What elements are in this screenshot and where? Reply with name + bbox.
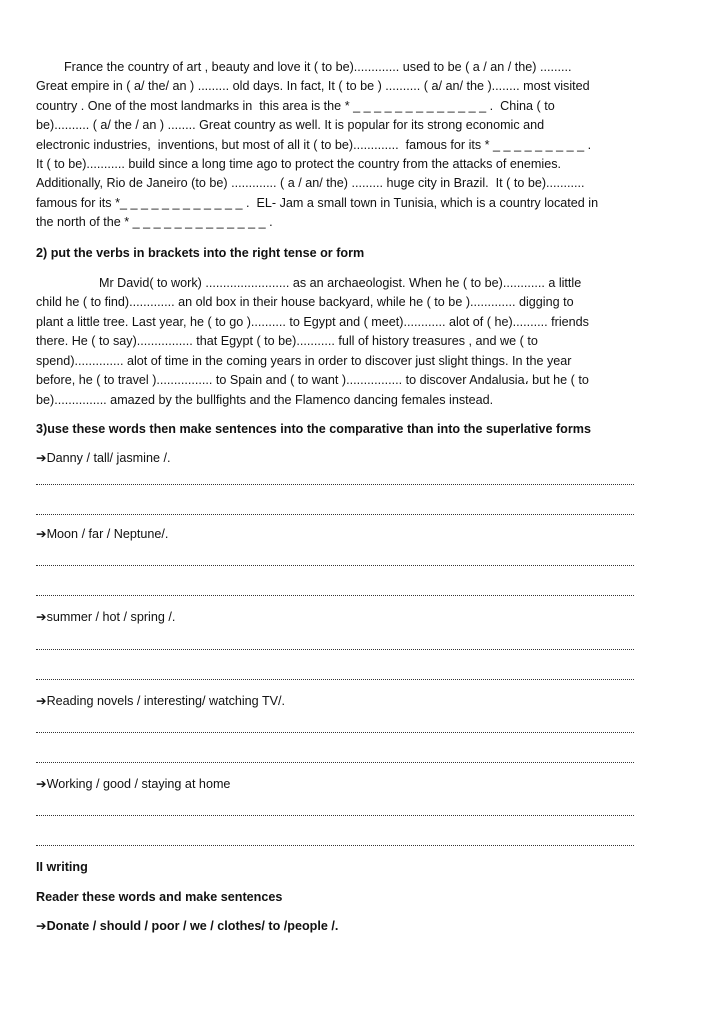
passage-line: Additionally, Rio de Janeiro (to be) ............. ( a / an/ the) ......... huge city in Brazil. It ( to be)........... xyxy=(36,176,585,191)
answer-line[interactable] xyxy=(36,831,634,846)
passage-line: the north of the * _ _ _ _ _ _ _ _ _ _ _ _ _ . xyxy=(36,215,273,230)
arrow-right-icon: ➔ xyxy=(36,693,47,708)
writing-heading: II writing xyxy=(36,860,88,875)
passage-line: famous for its *_ _ _ _ _ _ _ _ _ _ _ _ . EL- Jam a small town in Tunisia, which is a country located in xyxy=(36,195,599,210)
prompt-item xyxy=(36,449,636,468)
passage-line: be).......... ( a/ the / an ) ........ Great country as well. It is popular for its strong economic and xyxy=(36,118,545,133)
passage-line: France the country of art , beauty and love it ( to be)............. used to be ( a / an / the) ......... xyxy=(36,60,572,74)
passage-articles xyxy=(36,58,636,233)
passage-line: be)............... amazed by the bullfights and the Flamenco dancing females instead. xyxy=(36,392,494,407)
prompt-text: Moon / far / Neptune/. xyxy=(46,526,169,541)
prompt-item xyxy=(36,775,636,794)
answer-line[interactable] xyxy=(36,665,634,680)
passage-line: plant a little tree. Last year, he ( to go ).......... to Egypt and ( meet)............ alot of ( he).......... friends xyxy=(36,314,589,329)
prompt-text: summer / hot / spring /. xyxy=(46,610,176,625)
passage-line: electronic industries, inventions, but most of all it ( to be)............. famous for its * _ _ _ _ _ _ _ _ _ . xyxy=(36,137,592,152)
arrow-right-icon: ➔ xyxy=(36,451,47,466)
section-2-heading: 2) put the verbs in brackets into the right tense or form xyxy=(36,245,365,260)
prompt-text: Working / good / staying at home xyxy=(46,776,231,791)
passage-line: Mr David( to work) ........................ as an archaeologist. When he ( to be)............ a little xyxy=(36,276,582,291)
section-3-heading: 3)use these words then make sentences into the comparative than into the superlative forms xyxy=(36,421,591,436)
passage-line: before, he ( to travel )................ to Spain and ( to want )................ to discover Andalusia، but he ( to xyxy=(36,373,589,388)
prompt-text: Danny / tall/ jasmine /. xyxy=(46,451,171,466)
answer-line[interactable] xyxy=(36,470,634,485)
writing-prompt xyxy=(36,917,636,936)
passage-verbs xyxy=(36,274,636,410)
arrow-right-icon: ➔ xyxy=(36,776,47,791)
arrow-right-icon: ➔ xyxy=(36,526,47,541)
answer-line[interactable] xyxy=(36,500,634,515)
answer-line[interactable] xyxy=(36,581,634,596)
arrow-right-icon: ➔ xyxy=(36,610,47,625)
answer-line[interactable] xyxy=(36,635,634,650)
passage-line: Great empire in ( a/ the/ an ) ......... old days. In fact, It ( to be ) .......... ( a/ an/ the )........ most visited xyxy=(36,79,590,94)
passage-line: child he ( to find)............. an old box in their house backyard, while he ( to be )............. digging to xyxy=(36,295,574,310)
prompt-item xyxy=(36,692,636,711)
worksheet-page xyxy=(36,58,636,937)
passage-line: there. He ( to say)................ that Egypt ( to be)........... full of history treasures , and we ( to xyxy=(36,334,538,349)
answer-line[interactable] xyxy=(36,801,634,816)
arrow-right-icon: ➔ xyxy=(36,919,47,934)
writing-subheading: Reader these words and make sentences xyxy=(36,889,283,904)
prompt-text: Reading novels / interesting/ watching TV/. xyxy=(46,693,286,708)
answer-line[interactable] xyxy=(36,718,634,733)
passage-line: spend).............. alot of time in the coming years in order to discover just slight things. In the year xyxy=(36,353,572,368)
answer-line[interactable] xyxy=(36,551,634,566)
answer-line[interactable] xyxy=(36,748,634,763)
passage-line: country . One of the most landmarks in this area is the * _ _ _ _ _ _ _ _ _ _ _ _ _ . China ( to xyxy=(36,98,555,113)
passage-line: It ( to be)........... build since a long time ago to protect the country from the attacks of enemies. xyxy=(36,157,561,172)
writing-prompt-text: Donate / should / poor / we / clothes/ to /people /. xyxy=(46,919,339,934)
prompt-item xyxy=(36,525,636,544)
prompt-item xyxy=(36,608,636,627)
